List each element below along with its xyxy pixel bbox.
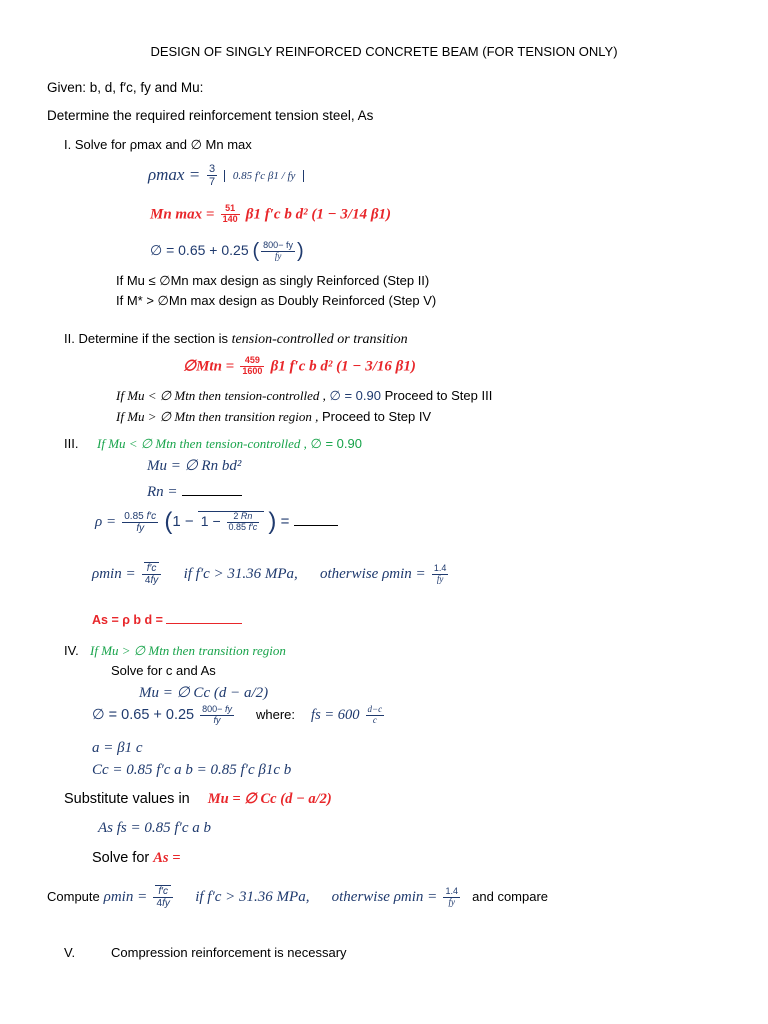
step2-case1-c: ∅ = 0.90 <box>329 388 381 403</box>
compute-otherwise: otherwise ρmin = <box>331 888 438 905</box>
mn-max-lhs: Mn max = <box>150 206 215 223</box>
step3-cond-b: tension-controlled , <box>205 436 307 451</box>
mtn-num: 459 <box>240 356 264 367</box>
mtn-lhs: ∅Mtn = <box>183 358 235 375</box>
step4-cond <box>90 643 286 659</box>
step5-text: Compression reinforcement is necessary <box>111 945 347 960</box>
step3-if-clause: if f′c > 31.36 MPa, <box>183 565 298 582</box>
rho-max-bracket <box>224 170 305 182</box>
step4-cc-eq: Cc = 0.85 f′c a b = 0.85 f′c β1c b <box>92 762 292 778</box>
step2-case1-b: tension-controlled , <box>224 388 326 403</box>
compute-rho-min-lhs: ρmin = <box>103 888 148 905</box>
phi-den: fy <box>274 251 282 261</box>
step3-rho-min-lhs: ρmin = <box>92 565 136 582</box>
compute-line: Compute ρmin = $\frac{f'c}{4fy}$ if f′c > 31.36 MPa, otherwise ρmin = $\frac{1.4}{fy}$ and compare <box>47 885 549 909</box>
step3-as-eq: As = ρ b d = <box>92 613 163 627</box>
step3-as-line <box>92 613 242 627</box>
step3-otherwise: otherwise ρmin = <box>319 565 426 582</box>
compute-label: Compute <box>47 888 100 904</box>
page-title: DESIGN OF SINGLY REINFORCED CONCRETE BEAM (FOR TENSION ONLY) <box>150 44 618 59</box>
step4-as-red: As = <box>153 850 181 866</box>
mtn-formula <box>183 356 416 377</box>
step3-rho-lhs: ρ = <box>95 513 117 530</box>
step1-if1: If Mu ≤ ∅Mn max design as singly Reinforced (Step II) <box>116 273 430 288</box>
step4-a-eq: a = β1 c <box>92 740 143 756</box>
phi-formula-text: ∅ = 0.65 + 0.25 <box>150 242 249 259</box>
three-sevenths: $\frac{3}{7}$ <box>208 163 216 189</box>
compute-tail: and compare <box>472 888 549 904</box>
mtn-rhs: β1 f′c b d² (1 − 3/16 β1) <box>270 358 416 375</box>
step3-rho-min: ρmin = $\frac{f'c}{4fy}$ if f′c > 31.36 MPa, otherwise ρmin = $\frac{1.4}{fy}$ <box>92 562 447 586</box>
step2-case2-c: Proceed to Step IV <box>321 409 432 424</box>
step3-rn-eq: Rn = <box>147 484 178 500</box>
step5-label: V. <box>64 945 76 960</box>
mn-max-den: 140 <box>222 213 238 224</box>
step4-cond-b: transition region <box>198 643 286 658</box>
rho-max-formula <box>148 163 304 188</box>
mn-max-rhs: β1 f′c b d² (1 − 3/14 β1) <box>245 206 392 223</box>
step4-substitute: Substitute values in <box>64 791 190 807</box>
mtn-den: 1600 <box>242 365 263 376</box>
step2-case1-a: If Mu < ∅ Mtn then <box>116 388 221 403</box>
step4-phi-line: ∅ = 0.65 + 0.25 $\frac{800- fy}{fy}$ where: fs = 600 $\frac{d-c}{c}$ <box>92 704 383 725</box>
step2-case1 <box>116 388 492 404</box>
compute-frac-num: 1.4 <box>445 885 458 896</box>
rho-blank <box>294 525 338 526</box>
step3-rn-line <box>147 483 242 501</box>
step4-mu-eq: Mu = ∅ Cc (d − a/2) <box>139 685 269 701</box>
step3-rho-formula: ρ = $\frac{0.85 f'c}{fy}$ (1 − 1 − $\frac{2 Rn}{0.85 f'c}$ ) = <box>95 508 338 536</box>
step2-heading <box>64 331 408 348</box>
step2-case2-b: transition region , <box>224 409 319 424</box>
given-line: Given: b, d, f′c, fy and Mu: <box>47 80 204 95</box>
step4-fs-eq: fs = 600 <box>311 707 360 724</box>
step4-label: IV. <box>64 643 79 658</box>
rho-max-lhs: ρmax = <box>148 165 201 185</box>
step3-mu-eq: Mu = ∅ Rn bd² <box>147 458 242 474</box>
step4-solve-as: Solve for <box>92 850 150 866</box>
step3-cond <box>97 436 362 452</box>
determine-line: Determine the required reinforcement tension steel, As <box>47 108 374 123</box>
rn-blank <box>182 495 242 496</box>
step2-case1-d: Proceed to Step III <box>384 388 493 403</box>
compute-if-clause: if f′c > 31.36 MPa, <box>195 888 310 905</box>
phi-formula: ∅ = 0.65 + 0.25 ( $\frac{800- fy}{fy}$ ) <box>150 240 304 262</box>
step4-sub-eq: Mu = ∅ Cc (d − a/2) <box>207 791 332 807</box>
step4-asfs-eq: As fs = 0.85 f′c a b <box>98 820 211 836</box>
phi-num: 800− fy <box>263 240 293 251</box>
step3-cond-a: If Mu < ∅ Mtn then <box>97 436 202 451</box>
mn-max-formula <box>150 204 391 225</box>
step4-substitute-line <box>64 791 332 808</box>
step2-heading-a: II. Determine if the section is <box>64 331 229 346</box>
as-blank <box>166 623 242 624</box>
step4-phi-eq: ∅ = 0.65 + 0.25 <box>92 707 195 724</box>
rho-max-rhs: 0.85 f′c β1 / fy <box>232 169 296 182</box>
mn-max-num: 51 <box>221 204 240 215</box>
step1-heading: I. Solve for ρmax and ∅ Mn max <box>64 137 252 152</box>
step2-case2-a: If Mu > ∅ Mtn then <box>116 409 221 424</box>
step2-heading-b: tension-controlled or transition <box>231 332 408 347</box>
step3-frac-num: 1.4 <box>433 562 447 573</box>
step3-label: III. <box>64 436 79 451</box>
step3-cond-c: ∅ = 0.90 <box>310 436 362 451</box>
step4-where: where: <box>255 707 296 723</box>
step4-solve-for: Solve for c and As <box>111 663 216 678</box>
step1-if2: If M* > ∅Mn max design as Doubly Reinforced (Step V) <box>116 293 437 308</box>
step2-case2 <box>116 409 431 425</box>
step4-solve-as-line <box>92 850 180 867</box>
step4-cond-a: If Mu > ∅ Mtn then <box>90 643 195 658</box>
